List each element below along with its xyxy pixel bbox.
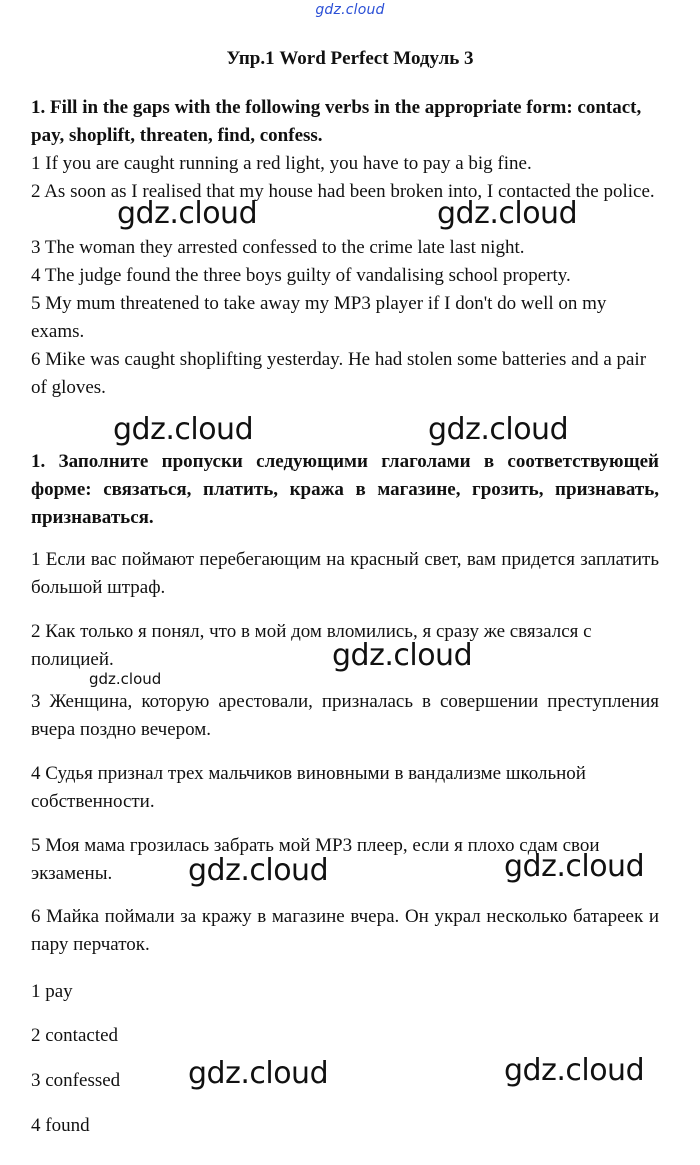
answer-4: 4 found: [31, 1115, 90, 1136]
russian-sentence-5: 5 Моя мама грозилась забрать мой MP3 плеер, если я плохо сдам свои экзамены.: [31, 835, 600, 884]
top-watermark: gdz.cloud: [315, 2, 385, 18]
watermark-small: gdz.cloud: [89, 670, 162, 688]
watermark: gdz.cloud: [113, 412, 254, 447]
page-title: Упр.1 Word Perfect Модуль 3: [226, 48, 474, 69]
english-sentence-3: 3 The woman they arrested confessed to the crime late last night.: [31, 237, 525, 258]
watermark: gdz.cloud: [188, 1056, 329, 1091]
watermark: gdz.cloud: [428, 412, 569, 447]
russian-task: 1. Заполните пропуски следующими глаголами в соответствующей форме: связаться, платить, кража в магазине, грозить, признавать, признаваться.: [31, 451, 659, 528]
watermark: gdz.cloud: [437, 196, 578, 231]
answer-3: 3 confessed: [31, 1070, 121, 1091]
watermark: gdz.cloud: [504, 1053, 645, 1088]
watermark: gdz.cloud: [188, 853, 329, 888]
english-sentence-1: 1 If you are caught running a red light, you have to pay a big fine.: [31, 153, 532, 174]
english-sentence-4: 4 The judge found the three boys guilty of vandalising school property.: [31, 265, 571, 286]
watermark: gdz.cloud: [332, 638, 473, 673]
english-sentence-5: 5 My mum threatened to take away my MP3 player if I don't do well on my exams.: [31, 293, 607, 342]
russian-sentence-3: 3 Женщина, которую арестовали, призналась в совершении преступления вчера поздно вечером.: [31, 691, 659, 740]
english-task: 1. Fill in the gaps with the following verbs in the appropriate form: contact, pay, shoplift, threaten, find, confess.: [31, 97, 642, 146]
russian-sentence-6: 6 Майка поймали за кражу в магазине вчера. Он украл несколько батареек и пару перчаток.: [31, 906, 659, 955]
russian-sentence-1: 1 Если вас поймают перебегающим на красный свет, вам придется заплатить большой штраф.: [31, 549, 659, 598]
english-sentence-2: 2 As soon as I realised that my house had been broken into, I contacted the police.: [31, 181, 655, 202]
english-sentence-6: 6 Mike was caught shoplifting yesterday. He had stolen some batteries and a pair of gloves.: [31, 349, 647, 398]
russian-sentence-4: 4 Судья признал трех мальчиков виновными в вандализме школьной собственности.: [31, 763, 586, 812]
watermark: gdz.cloud: [504, 849, 645, 884]
russian-sentence-2: 2 Как только я понял, что в мой дом вломились, я сразу же связался с полицией.: [31, 621, 592, 670]
answer-2: 2 contacted: [31, 1025, 119, 1046]
watermark: gdz.cloud: [117, 196, 258, 231]
answer-1: 1 pay: [31, 981, 73, 1002]
